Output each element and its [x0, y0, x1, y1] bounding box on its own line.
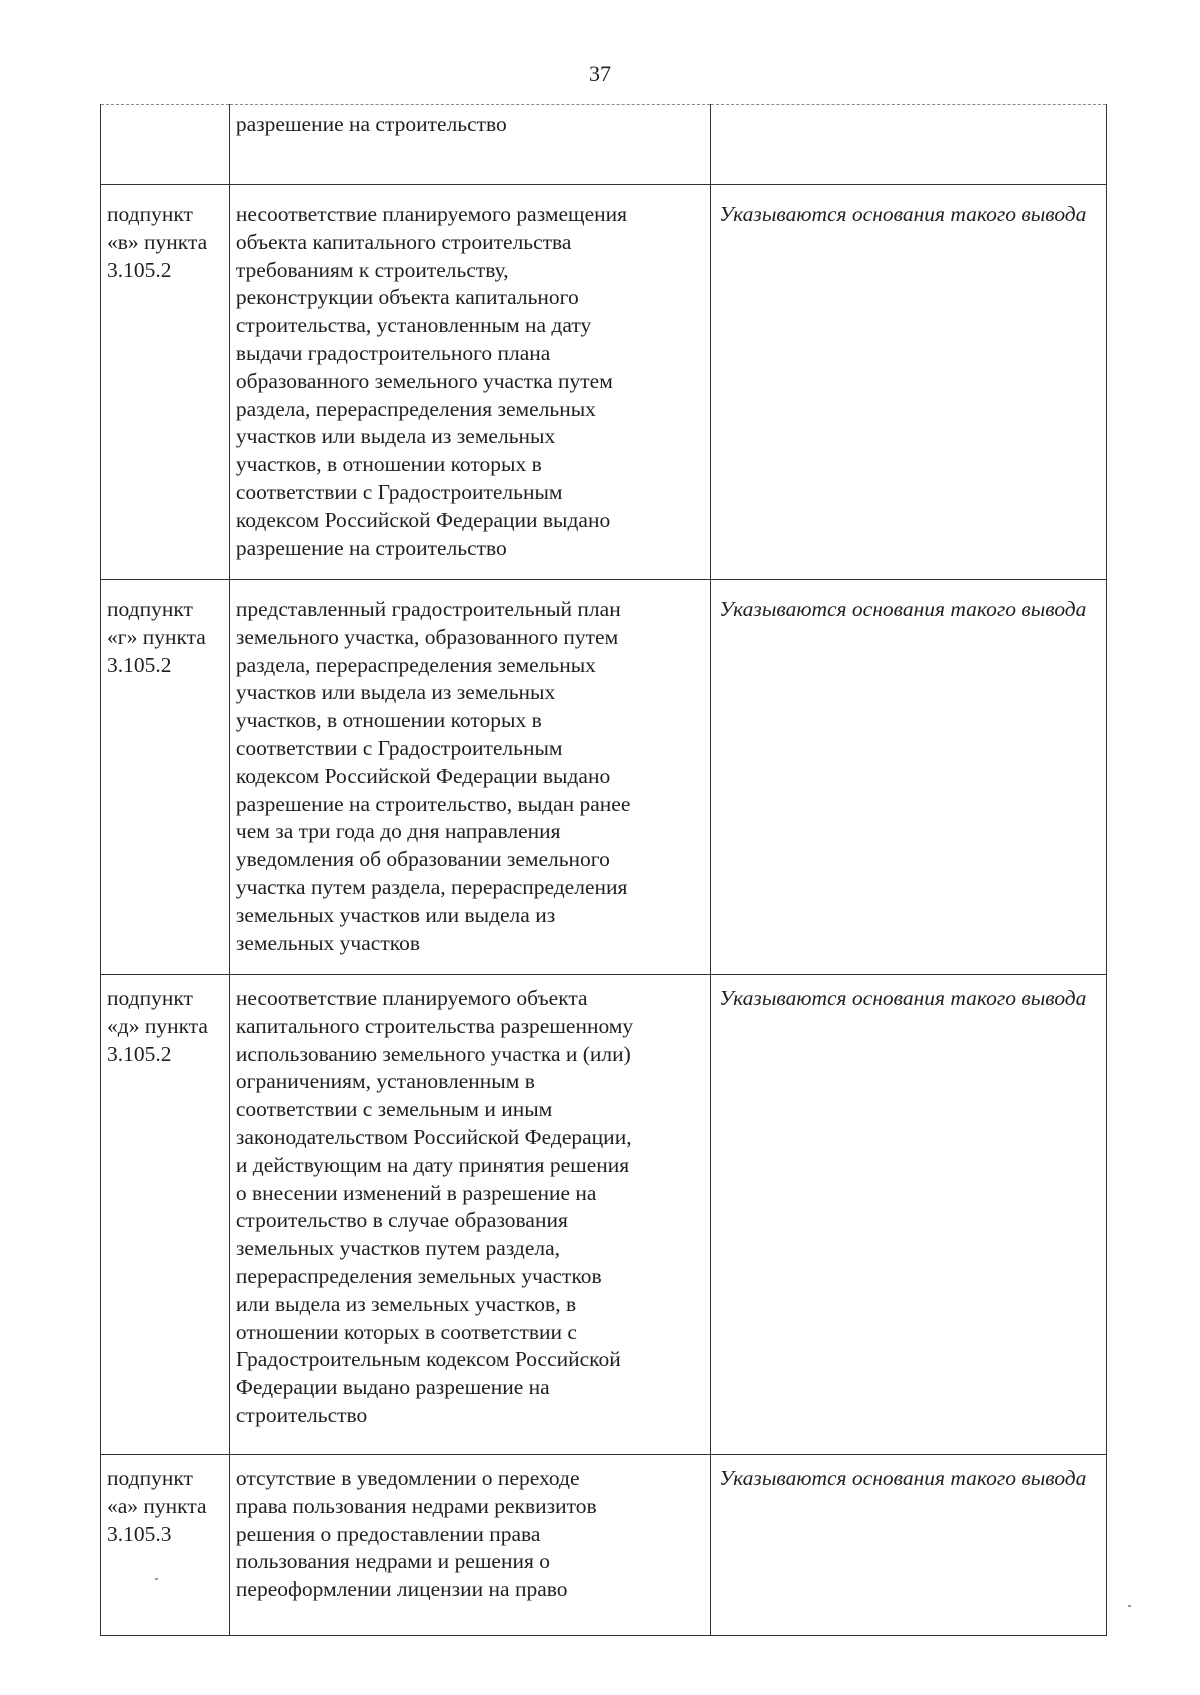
clause-reference-cell — [101, 580, 230, 975]
refusal-reason-cell — [229, 1455, 710, 1636]
refusal-reason-line: Федерации выдано разрешение на — [235, 1375, 550, 1400]
refusal-reason-cell — [229, 185, 710, 580]
refusal-reason-line: ограничениям, установленным в — [235, 1069, 535, 1094]
refusal-reason-line: участков или выдела из земельных — [235, 424, 556, 449]
refusal-reason-line: строительства, установленным на дату — [235, 313, 592, 338]
refusal-reason-line: или выдела из земельных участков, в — [235, 1291, 577, 1316]
scan-speck — [155, 1578, 158, 1580]
refusal-reason-line: чем за три года до дня направления — [235, 819, 561, 844]
refusal-reason-line: использованию земельного участка и (или) — [235, 1041, 631, 1066]
scan-speck — [1128, 1605, 1131, 1607]
refusal-reason-line: строительство — [235, 1402, 368, 1427]
refusal-reason-line: переоформлении лицензии на право — [235, 1577, 568, 1602]
refusal-reason-cell — [229, 975, 710, 1455]
requirements-table — [100, 104, 1107, 1636]
refusal-reason-line: участков, в отношении которых в — [235, 452, 542, 477]
refusal-reason-line: представленный градостроительный план — [235, 597, 621, 621]
clause-reference-line: 3.105.2 — [107, 652, 172, 677]
refusal-reason-line: земельных участков — [235, 930, 420, 955]
basis-note-cell: Указываются основания такого вывода — [711, 1455, 1107, 1636]
refusal-reason-line: отношении которых в соответствии с — [235, 1319, 577, 1344]
refusal-reason-line: решения о предоставлении права — [235, 1521, 541, 1546]
refusal-reason-line: несоответствие планируемого размещения — [235, 202, 628, 226]
clause-reference-line: «в» пункта — [107, 229, 208, 254]
refusal-reason-line: участков или выдела из земельных — [235, 680, 556, 705]
clause-reference-cell — [101, 105, 230, 185]
clause-reference-cell — [101, 185, 230, 580]
refusal-reason-line: соответствии с Градостроительным — [235, 479, 563, 504]
refusal-reason-line: кодексом Российской Федерации выдано — [235, 763, 611, 788]
refusal-reason-line: несоответствие планируемого объекта — [235, 986, 588, 1010]
refusal-reason-cell — [229, 580, 710, 975]
table-row — [101, 185, 1107, 580]
refusal-reason-line: уведомления об образовании земельного — [235, 847, 610, 872]
refusal-reason-line: образованного земельного участка путем — [235, 368, 613, 393]
table-row — [101, 1455, 1107, 1636]
refusal-reason-line: соответствии с земельным и иным — [235, 1097, 553, 1122]
refusal-reason-line: законодательством Российской Федерации, — [235, 1124, 632, 1149]
refusal-reason-line: перераспределения земельных участков — [235, 1263, 602, 1288]
clause-reference-line: подпункт — [107, 202, 193, 226]
refusal-reason-line: участка путем раздела, перераспределения — [235, 874, 628, 899]
refusal-reason-line: пользования недрами и решения о — [235, 1549, 550, 1574]
refusal-reason-line: и действующим на дату принятия решения — [235, 1152, 630, 1177]
clause-reference-line: подпункт — [107, 1466, 193, 1490]
refusal-reason-line: разрешение на строительство — [235, 535, 507, 560]
refusal-reason-line: участков, в отношении которых в — [235, 708, 542, 733]
clause-reference-line: «д» пункта — [107, 1013, 208, 1038]
table-row — [101, 580, 1107, 975]
refusal-reason-line: выдачи градостроительного плана — [235, 340, 551, 365]
refusal-reason-line: строительство в случае образования — [235, 1208, 568, 1233]
refusal-reason-line: права пользования недрами реквизитов — [235, 1493, 597, 1518]
clause-reference-line: 3.105.2 — [107, 257, 172, 282]
refusal-reason-line: разрешение на строительство, выдан ранее — [235, 791, 631, 816]
page-number: 37 — [589, 61, 611, 86]
basis-note-cell: Указываются основания такого вывода — [711, 580, 1107, 975]
clause-reference-cell — [101, 975, 230, 1455]
refusal-reason-line: о внесении изменений в разрешение на — [235, 1180, 597, 1205]
clause-reference-line: подпункт — [107, 597, 193, 621]
clause-reference-line: подпункт — [107, 986, 193, 1010]
refusal-reason-line: земельных участков путем раздела, — [235, 1236, 561, 1261]
refusal-reason-line: кодексом Российской Федерации выдано — [235, 507, 611, 532]
refusal-reason-cell — [229, 105, 710, 185]
clause-reference-line: 3.105.2 — [107, 1041, 172, 1066]
refusal-reason-line: отсутствие в уведомлении о переходе — [235, 1466, 580, 1490]
clause-reference-cell — [101, 1455, 230, 1636]
refusal-reason-line: Градостроительным кодексом Российской — [235, 1347, 621, 1372]
refusal-reason-line: раздела, перераспределения земельных — [235, 652, 596, 677]
refusal-reason-line: земельного участка, образованного путем — [235, 624, 619, 649]
refusal-reason-line: капитального строительства разрешенному — [235, 1013, 634, 1038]
basis-note-cell: Указываются основания такого вывода — [711, 975, 1107, 1455]
refusal-reason-line: раздела, перераспределения земельных — [235, 396, 596, 421]
clause-reference-line: 3.105.3 — [107, 1521, 172, 1546]
refusal-reason-line: реконструкции объекта капитального — [235, 285, 579, 310]
table-row — [101, 975, 1107, 1455]
clause-reference-line: «а» пункта — [107, 1493, 207, 1518]
table-body — [101, 105, 1107, 1636]
table-row — [101, 105, 1107, 185]
basis-note-cell: Указываются основания такого вывода — [711, 185, 1107, 580]
refusal-reason-line: земельных участков или выдела из — [235, 902, 556, 927]
refusal-reason-line: объекта капитального строительства — [235, 229, 572, 254]
refusal-reason-line: разрешение на строительство — [235, 112, 507, 136]
clause-reference-line: «г» пункта — [107, 624, 206, 649]
refusal-reason-line: соответствии с Градостроительным — [235, 735, 563, 760]
basis-note-cell — [711, 105, 1107, 185]
refusal-reason-line: требованиям к строительству, — [235, 257, 509, 282]
